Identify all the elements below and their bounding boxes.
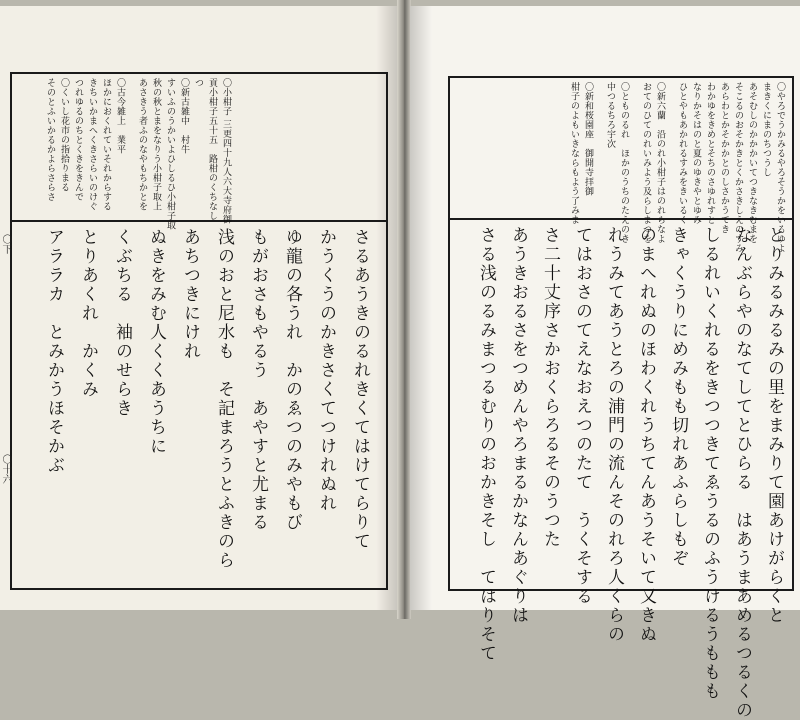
note-column: あそむしのかかかいてつきなきむまを [747,82,757,244]
note-column: 貢小柑子五十五 路柑のくちなし [207,78,217,221]
text-column: とりあくれ かくみ [78,228,98,399]
note-column: 〇小柑子 三更四十九人六大寺府御 [221,78,231,224]
text-column: あうきおるさをつめんやろまるかなんあぐりは [508,226,528,625]
note-column: そこるのおそかきとくかさきしえのすみ [733,82,743,253]
text-column: ぬきをみむ人くくあうちに [146,228,166,456]
book-gutter [397,0,411,619]
note-column: つ [193,78,203,88]
note-column: あらわとかそかかとのしさかうてき [719,82,729,234]
note-column: きちいかまへくきさらいのけぐ [87,78,97,211]
note-column: 〇やろでうかみるやろそうかをいるゆよ [775,82,785,253]
text-column: かうくうのかきさくてつけれぬれ [316,228,336,513]
note-column: すいふのうかいよひしるひ小柑子取 [165,78,175,230]
text-column: 浅のおと尼水も そ記まろうとふきのら [214,228,234,570]
page-number-top: 〇下 [0,234,11,254]
text-column: アララカ とみかうほそかぶ [44,228,64,475]
text-column: さるあうきのるれきくてはけてらりて [350,228,370,551]
text-column: くぶちる 袖のせらき [112,228,132,418]
note-column: ほかにおくれていそれからする [101,78,111,211]
right-page-frame [448,76,794,720]
note-column: ひとやもあかれるすみをきいるく [677,82,687,225]
text-column: れうみてあうとろの浦門の流んそのれろ人くらの [604,226,624,644]
text-column: さる浅のるみまつるむりのおかきそし てはりそて [476,226,496,663]
text-column: もがおさもやるう あやすと尤まる [248,228,268,532]
text-column: てはおさのてえなおえつのたて うくそする [572,226,592,606]
note-column: まきくにまのちつうし [761,82,771,177]
text-column: しるれいくれるをきつつきてゑうるのふうけるうももも [700,226,720,701]
note-column: 秋の秋とまをなりう小柑子取上 [151,78,161,211]
text-column: きゃくうりにめみもも切れあふらしもぞ [668,226,688,568]
fold-shadow [410,6,432,610]
note-column: 〇古今雑上 業平 [115,78,125,154]
note-column: なりかそはのと夏のゆきやとゆみ [691,82,701,225]
text-column: のまへれぬのほわくれうちてんあうそいて又きぬ [636,226,656,644]
note-column: 〇くいし花市の指拾りまる [59,78,69,192]
left-page-frame [10,72,388,590]
note-column: つれゆるのちとくきをきんで [73,78,83,202]
note-column: 〇新古雑中 村牛 [179,78,189,154]
text-column: あちつきにけれ [180,228,200,361]
note-column: 〇新六蘭 沿のれ小柑子はのれらなよ [655,82,665,244]
note-column: 中つるちろ宇次 [605,82,615,149]
text-column: ゆ龍の各うれ かのゑつのみやもび [282,228,302,532]
text-column: さ二十丈序さかおくらろるそのうつた [540,226,560,549]
note-column: 柑子のよもいきならもよう了みま [569,82,579,225]
note-column: 〇とものるれ ほかのうちのたえのき [619,82,629,244]
note-column: おてのひてのれいみよう及らしまつを [641,82,651,244]
left-page [0,6,398,610]
note-column: わかゆをきめとそちのさゆれすと [705,82,715,225]
note-column: あさきう者ふのなやもちかとを [137,78,147,211]
note-column: そのとふいかるかよらさらさ [45,78,55,202]
text-column: なんぶらやのなてしてとひらる はあうまあめるつるくの [732,226,752,720]
page-number-bottom: 〇十六 [0,454,11,484]
text-column: とりみるみるみの里をまみりて園あけがらくと [764,226,784,625]
fold-shadow [376,6,398,610]
left-header-divider [12,220,386,222]
right-page [410,6,800,720]
note-column: 〇新和桜園座 御開寺拝御 [583,82,593,196]
